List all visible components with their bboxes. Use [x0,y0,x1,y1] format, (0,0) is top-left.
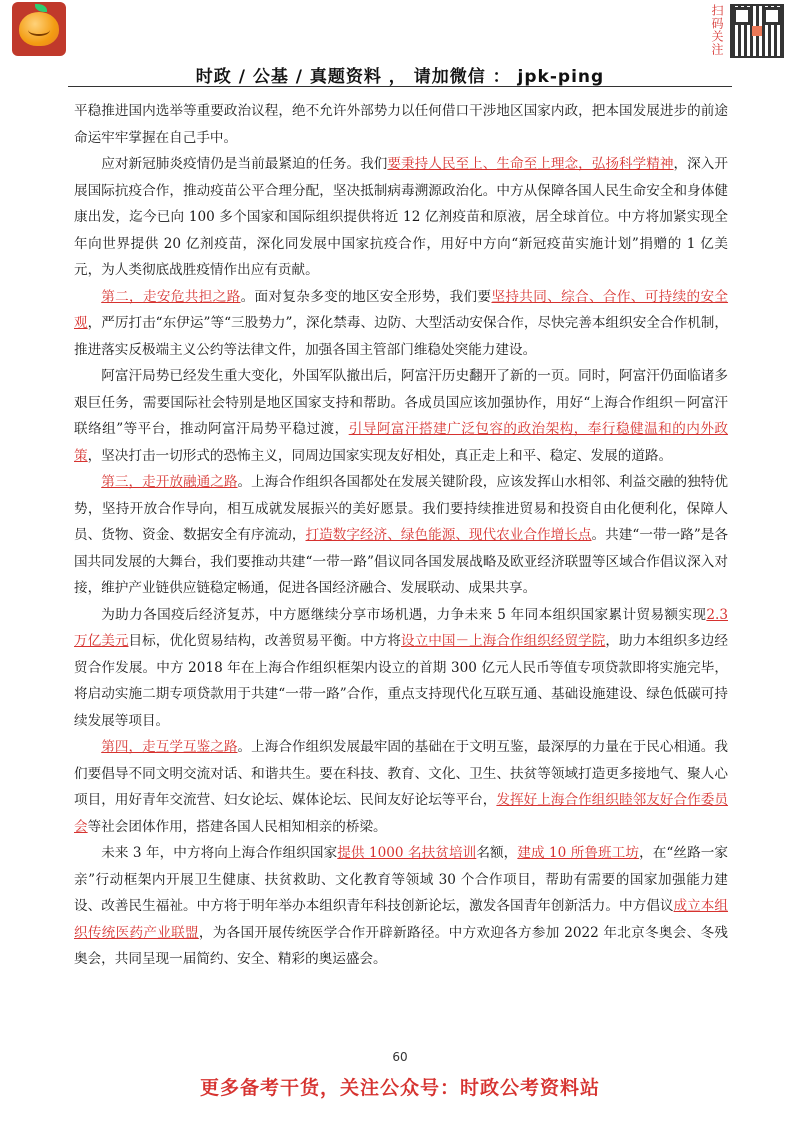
highlighted-phrase: 建成 10 所鲁班工坊 [517,845,640,861]
qr-code-icon [730,4,784,58]
text-segment: ，深入开展国际抗疫合作，推动疫苗公平合理分配，坚决抵制病毒溯源政治化。中方从保障各国人民生命安全和身体健康出发，迄今已向 100 多个国家和国际组织提供将近 12 亿剂疫苗和原液，居全球首位。中方将加紧实现全年向世界提供 20 亿剂疫苗，深化同发展中国家抗疫合作，用好中方向“新冠疫苗实施计划”捐赠的 1 亿美元，为人类彻底战胜疫情作出应有贡献。 [74,156,729,278]
footer-promo: 更多备考干货，关注公众号：时政公考资料站 [199,1077,600,1099]
highlighted-phrase: 坚持共同、综合、合作、可持续的安全观 [74,288,729,331]
orange-mascot-icon [12,2,66,56]
header-divider [68,86,732,87]
text-segment: 未来 3 年，中方将向上海合作组织国家 [101,845,338,861]
text-segment: 平稳推进国内选举等重要政治议程，绝不允许外部势力以任何借口干涉地区国家内政，把本国发展进步的前途命运牢牢掌握在自己手中。 [74,103,728,146]
highlighted-phrase: 提供 1000 名扶贫培训 [337,845,477,861]
text-segment: 。共建“一带一路”是各国共同发展的大舞台，我们要推动共建“一带一路”倡议同各国发展战略及欧亚经济联盟等区域合作倡议深入对接，维护产业链供应链稳定畅通，促进各国经济融合、发展联动、成果共享。 [74,527,729,596]
paragraph [74,602,728,735]
text-segment: ，助力本组织多边经贸合作发展。中方 2018 年在上海合作组织框架内设立的首期 300 亿元人民币等值专项贷款即将实施完毕，将启动实施二期专项贷款用于共建“一带一路”合作，重点支持现代化互联互通、基础设施建设、绿色低碳可持续发展等项目。 [74,633,729,729]
text-segment: ，坚决打击一切形式的恐怖主义，同周边国家实现友好相处，真正走上和平、稳定、发展的道路。 [87,447,673,464]
text-segment: 应对新冠肺炎疫情仍是当前最紧迫的任务。我们 [101,156,388,172]
text-segment: 阿富汗局势已经发生重大变化，外国军队撤出后，阿富汗历史翻开了新的一页。同时，阿富汗仍面临诸多艰巨任务，需要国际社会特别是地区国家支持和帮助。各成员国应该加强协作，用好“上海合作组织－阿富汗联络组”等平台，推动阿富汗局势平稳过渡， [74,368,728,437]
text-segment: 等社会团体作用，搭建各国人民相知相亲的桥梁。 [87,818,387,835]
paragraph [74,151,728,284]
highlighted-phrase: 设立中国－上海合作组织经贸学院 [401,633,606,649]
page-number: 60 [392,1050,408,1064]
text-segment: 为助力各国疫后经济复苏，中方愿继续分享市场机遇，力争未来 5 年同本组织国家累计贸易额实现 [101,606,707,623]
text-segment: 。上海合作组织各国都处在发展关键阶段，应该发挥山水相邻、利益交融的独特优势，坚持开放合作导向，相互成就发展振兴的美好愿景。我们要持续推进贸易和投资自由化便利化，保障人员、货物、资金、数据安全有序流动， [74,474,729,543]
paragraph [74,734,728,840]
highlighted-phrase: 第二，走安危共担之路 [101,288,241,305]
article-body [74,98,728,973]
highlighted-phrase: 发挥好上海合作组织睦邻友好合作委员会 [74,792,729,835]
paragraph [74,469,728,602]
paragraph [74,98,728,151]
highlighted-phrase: 打造数字经济、绿色能源、现代农业合作增长点 [305,527,592,543]
highlighted-phrase: 第三，走开放融通之路 [101,474,238,490]
highlighted-phrase: 要秉持人民至上、生命至上理念，弘扬科学精神 [387,156,674,172]
text-segment: 目标，优化贸易结构，改善贸易平衡。中方将 [128,633,402,649]
highlighted-phrase: 第四，走互学互鉴之路 [101,739,238,755]
text-segment: ，为各国开展传统医学合作开辟新路径。中方欢迎各方参加 2022 年北京冬奥会、冬残奥会，共同呈现一届简约、安全、精彩的奥运盛会。 [74,924,728,967]
highlighted-phrase: 成立本组织传统医药产业联盟 [74,898,729,941]
text-segment: 。上海合作组织发展最牢固的基础在于文明互鉴，最深厚的力量在于民心相通。我们要倡导不同文明交流对话、和谐共生。要在科技、教育、文化、卫生、扶贫等领域打造更多接地气、聚人心项目，用好青年交流营、妇女论坛、媒体论坛、民间友好论坛等平台， [74,739,729,808]
paragraph [74,284,728,364]
highlighted-phrase: 引导阿富汗搭建广泛包容的政治架构，奉行稳健温和的内外政策 [74,421,729,464]
header-title: 时政 / 公基 / 真题资料 ， 请加微信 ： jpk-ping [195,67,605,87]
highlighted-phrase: 2.3 万亿美元 [74,606,728,649]
text-segment: 名额， [476,845,518,861]
text-segment: 。面对复杂多变的地区安全形势，我们要 [240,288,492,305]
paragraph [74,840,728,973]
qr-label: 扫码关注 [710,4,724,56]
text-segment: ，在“丝路一家亲”行动框架内开展卫生健康、扶贫救助、文化教育等领域 30 个合作项目，帮助有需要的国家加强能力建设、改善民生福祉。中方将于明年举办本组织青年科技创新论坛，激发各国青年创新活力。中方倡议 [74,845,729,914]
text-segment: ，严厉打击“东伊运”等“三股势力”，深化禁毒、边防、大型活动安保合作，尽快完善本组织安全合作机制，推进落实反极端主义公约等法律文件，加强各国主管部门维稳处突能力建设。 [74,315,729,358]
paragraph [74,363,728,469]
